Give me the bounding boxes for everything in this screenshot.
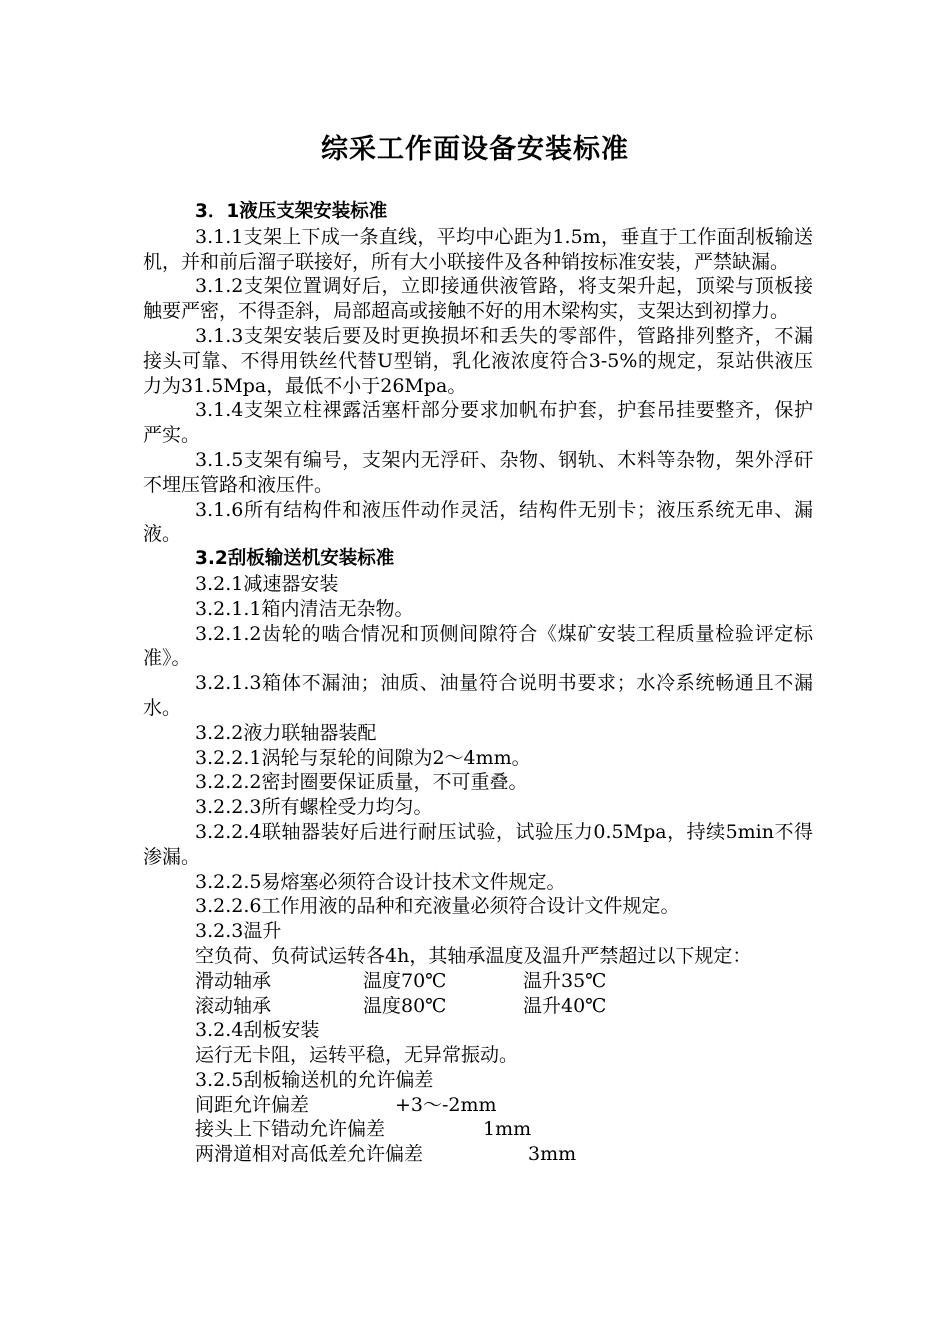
paragraph-3-2-4: 运行无卡阻，运转平稳，无异常振动。	[195, 1044, 519, 1067]
tolerance-row	[143, 1117, 813, 1142]
document-body	[143, 200, 813, 1167]
paragraph-3-2-2-5: 3.2.2.5易熔塞必须符合设计技术文件规定。	[195, 870, 566, 893]
paragraph-3-2-2-4: 3.2.2.4联轴器装好后进行耐压试验，试验压力0.5Mpa，持续5min不得渗漏。	[143, 820, 813, 868]
paragraph-3-2-1-2: 3.2.1.2齿轮的啮合情况和顶侧间隙符合《煤矿安装工程质量检验评定标准》。	[143, 622, 813, 670]
subheading-3-2-4: 3.2.4刮板安装	[195, 1019, 320, 1042]
paragraph-3-1-2: 3.1.2支架位置调好后，立即接通供液管路，将支架升起，顶梁与顶板接触要严密，不得歪斜，局部超高或接触不好的用木梁构实，支架达到初撑力。	[143, 275, 813, 323]
subheading-3-2-1: 3.2.1减速器安装	[195, 572, 339, 595]
tolerance-row	[143, 1093, 813, 1118]
document-title: 综采工作面设备安装标准	[321, 134, 629, 165]
tolerance-value: +3～-2mm	[395, 1093, 497, 1116]
paragraph-3-2-2-6: 3.2.2.6工作用液的品种和充液量必须符合设计文件规定。	[195, 895, 680, 918]
section-heading-3-1: 3．1液压支架安装标准	[195, 201, 388, 222]
bearing-rise: 温升40℃	[523, 994, 607, 1017]
bearing-row	[143, 994, 813, 1019]
tolerance-row	[143, 1142, 813, 1167]
tolerance-name: 接头上下错动允许偏差	[195, 1118, 386, 1141]
paragraph-3-2-1-3: 3.2.1.3箱体不漏油；油质、油量符合说明书要求；水冷系统畅通且不漏水。	[143, 672, 813, 719]
bearing-temp: 温度70℃	[363, 969, 447, 992]
paragraph-3-1-3: 3.1.3支架安装后要及时更换损坏和丢失的零部件，管路排列整齐，不漏接头可靠、不得用铁丝代替U型销，乳化液浓度符合3-5%的规定，泵站供液压力为31.5Mpa，最低不小于26Mpa。	[143, 324, 813, 397]
paragraph-3-2-3: 空负荷、负荷试运转各4h，其轴承温度及温升严禁超过以下规定：	[195, 944, 752, 967]
paragraph-3-2-2-2: 3.2.2.2密封圈要保证质量，不可重叠。	[195, 771, 528, 794]
tolerance-name: 两滑道相对高低差允许偏差	[195, 1143, 424, 1166]
bearing-rise: 温升35℃	[523, 969, 607, 992]
bearing-row	[143, 969, 813, 994]
paragraph-3-2-2-1: 3.2.2.1涡轮与泵轮的间隙为2～4mm。	[195, 746, 531, 769]
paragraph-3-1-4: 3.1.4支架立柱裸露活塞杆部分要求加帆布护套，护套吊挂要整齐，保护严实。	[143, 399, 813, 447]
tolerance-value: 3mm	[528, 1143, 577, 1166]
paragraph-3-2-2-3: 3.2.2.3所有螺栓受力均匀。	[195, 796, 433, 819]
tolerance-value: 1mm	[483, 1118, 532, 1141]
subheading-3-2-2: 3.2.2液力联轴器装配	[195, 721, 377, 744]
paragraph-3-1-5: 3.1.5支架有编号，支架内无浮矸、杂物、钢轨、木料等杂物，架外浮矸不埋压管路和液压件。	[143, 448, 813, 496]
subheading-3-2-3: 3.2.3温升	[195, 920, 282, 943]
subheading-3-2-5: 3.2.5刮板输送机的允许偏差	[195, 1068, 434, 1091]
tolerance-name: 间距允许偏差	[195, 1093, 310, 1116]
section-heading-3-2: 3.2刮板输送机安装标准	[195, 548, 395, 570]
paragraph-3-1-6: 3.1.6所有结构件和液压件动作灵活，结构件无别卡；液压系统无串、漏液。	[143, 498, 813, 546]
paragraph-3-1-1: 3.1.1支架上下成一条直线，平均中心距为1.5m，垂直于工作面刮板输送机，并和前后溜子联接好，所有大小联接件及各种销按标准安装，严禁缺漏。	[143, 225, 813, 273]
bearing-name: 滑动轴承	[195, 969, 272, 992]
bearing-name: 滚动轴承	[195, 994, 272, 1017]
bearing-temp: 温度80℃	[363, 994, 447, 1017]
paragraph-3-2-1-1: 3.2.1.1箱内清洁无杂物。	[195, 597, 414, 620]
